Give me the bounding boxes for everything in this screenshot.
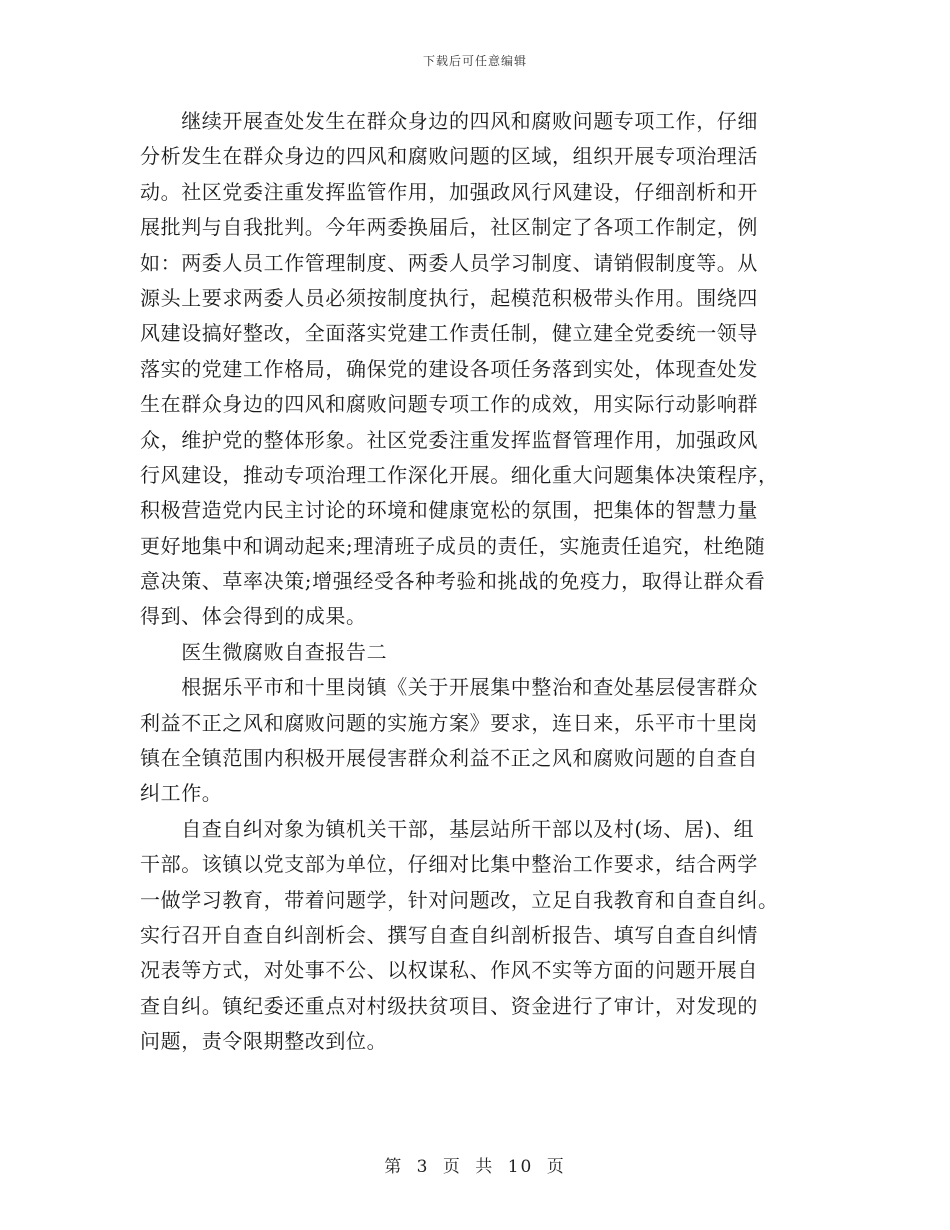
text-line: 行风建设，推动专项治理工作深化开展。细化重大问题集体决策程序， [140, 462, 779, 487]
text-line: 动。社区党委注重发挥监管作用，加强政风行风建设，仔细剖析和开 [140, 179, 758, 204]
page-number-footer: 第 3 页 共 10 页 [384, 1157, 566, 1177]
text-line: 干部。该镇以党支部为单位，仔细对比集中整治工作要求，结合两学 [140, 852, 758, 877]
text-line: 如：两委人员工作管理制度、两委人员学习制度、请销假制度等。从 [140, 250, 758, 275]
text-line: 落实的党建工作格局，确保党的建设各项任务落到实处，体现查处发 [140, 356, 758, 381]
text-line: 实行召开自查自纠剖析会、撰写自查自纠剖析报告、填写自查自纠情 [140, 922, 758, 947]
page-header: 下载后可任意编辑 [422, 54, 527, 68]
document-body [140, 104, 820, 1060]
text-line: 况表等方式，对处事不公、以权谋私、作风不实等方面的问题开展自 [140, 958, 758, 983]
text-line: 得到、体会得到的成果。 [140, 604, 367, 629]
text-line: 风建设搞好整改，全面落实党建工作责任制，健立建全党委统一领导 [140, 321, 758, 346]
text-line: 一做学习教育，带着问题学，针对问题改，立足自我教育和自查自纠。 [140, 887, 779, 912]
text-line: 分析发生在群众身边的四风和腐败问题的区域，组织开展专项治理活 [140, 144, 758, 169]
section-heading: 医生微腐败自查报告二 [140, 639, 388, 664]
text-line: 生在群众身边的四风和腐败问题专项工作的成效，用实际行动影响群 [140, 392, 758, 417]
text-line: 源头上要求两委人员必须按制度执行，起模范积极带头作用。围绕四 [140, 285, 758, 310]
text-line: 自查自纠对象为镇机关干部，基层站所干部以及村(场、居)、组 [140, 816, 755, 841]
text-line: 继续开展查处发生在群众身边的四风和腐败问题专项工作，仔细 [140, 109, 758, 133]
text-line: 查自纠。镇纪委还重点对村级扶贫项目、资金进行了审计，对发现的 [140, 993, 758, 1018]
text-line: 更好地集中和调动起来;理清班子成员的责任，实施责任追究，杜绝随 [140, 533, 766, 558]
text-line: 镇在全镇范围内积极开展侵害群众利益不正之风和腐败问题的自查自 [140, 746, 758, 771]
text-line: 纠工作。 [140, 781, 223, 806]
text-line: 展批判与自我批判。今年两委换届后，社区制定了各项工作制定，例 [140, 215, 758, 240]
text-line: 众，维护党的整体形象。社区党委注重发挥监督管理作用，加强政风 [140, 427, 758, 452]
text-line: 利益不正之风和腐败问题的实施方案》要求，连日来，乐平市十里岗 [140, 710, 758, 735]
text-line: 积极营造党内民主讨论的环境和健康宽松的氛围，把集体的智慧力量 [140, 498, 758, 523]
text-line: 根据乐平市和十里岗镇《关于开展集中整治和查处基层侵害群众 [140, 675, 758, 700]
text-line: 意决策、草率决策;增强经受各种考验和挑战的免疫力，取得让群众看 [140, 569, 766, 594]
text-line: 问题，责令限期整改到位。 [140, 1029, 388, 1054]
